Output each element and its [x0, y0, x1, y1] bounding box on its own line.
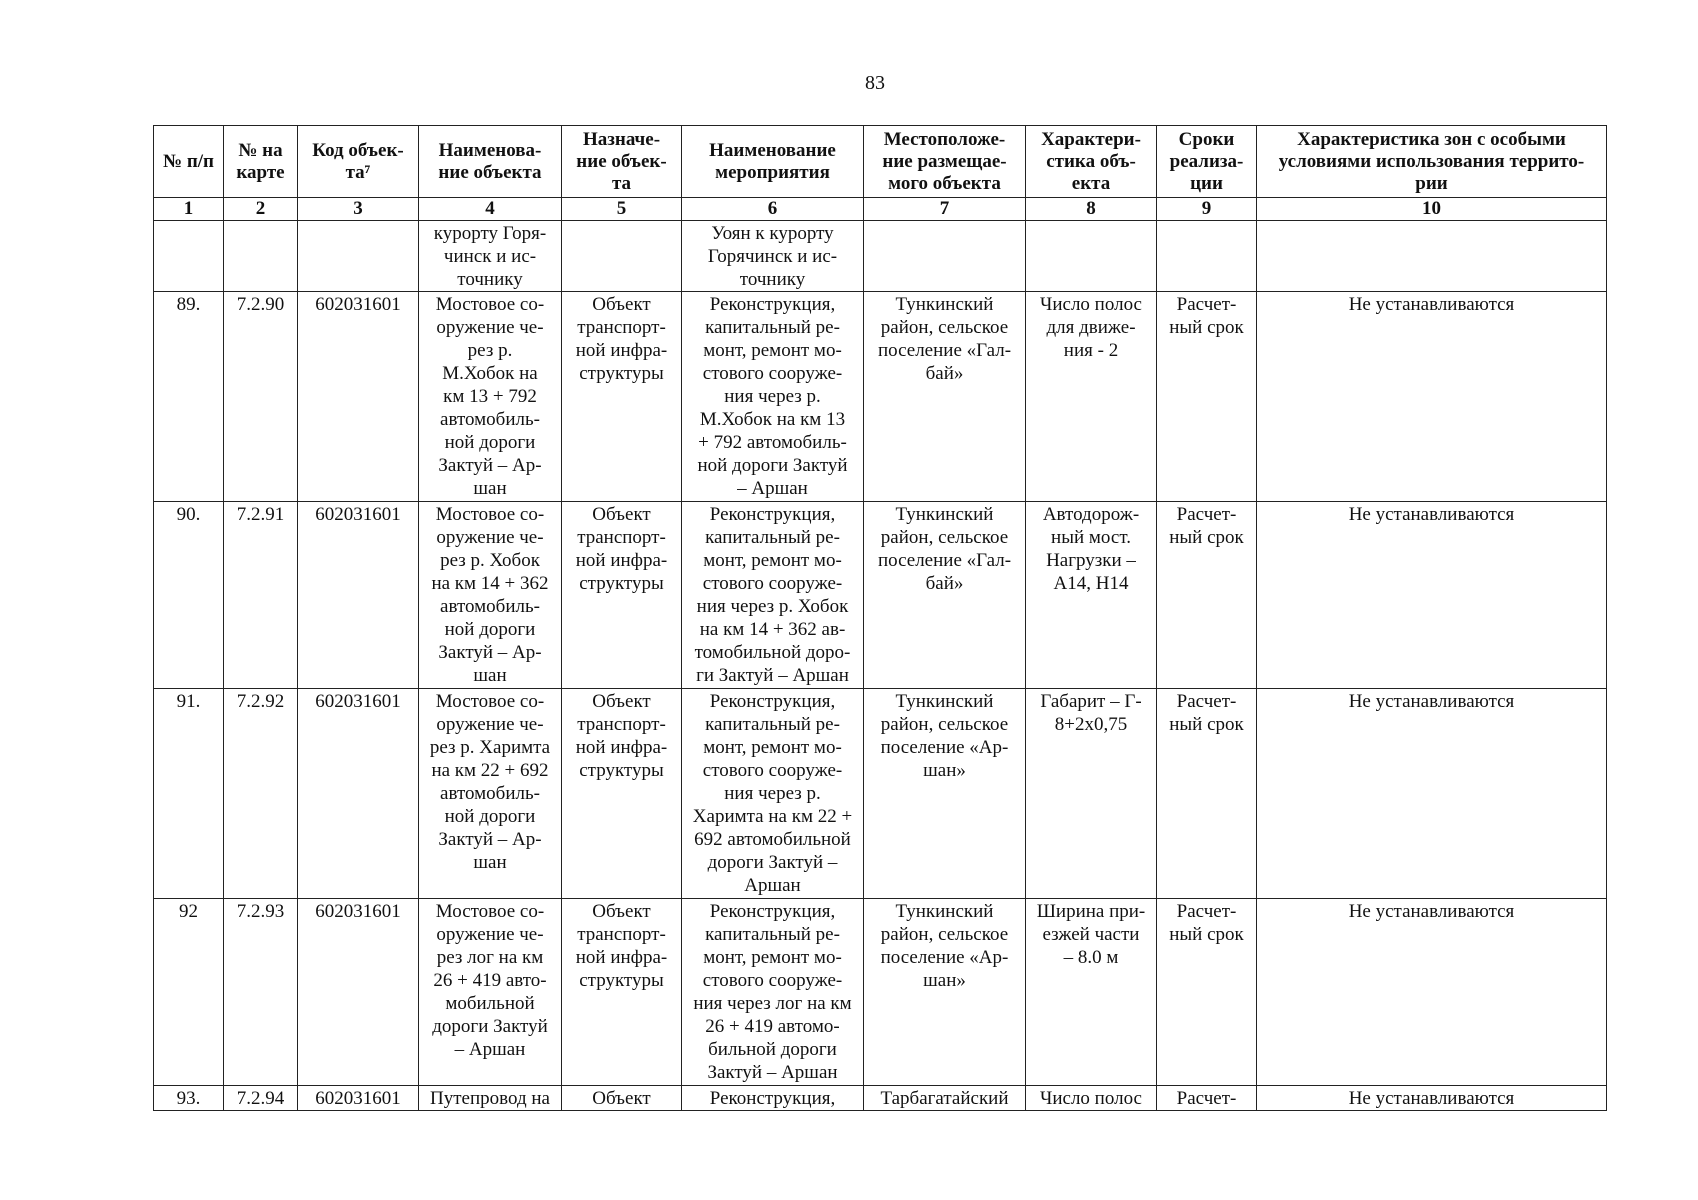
objects-table: [153, 125, 1607, 1111]
cell-map-number: 7.2.94: [224, 1086, 298, 1111]
cell-object-location: Тарбагатайский: [864, 1086, 1026, 1111]
header-object-characteristic: Характери- стика объ- екта: [1026, 126, 1157, 198]
table-row: [154, 221, 1607, 292]
column-number: 1: [154, 198, 224, 221]
cell-row-number: 92: [154, 899, 224, 1086]
cell-object-purpose: Объект транспорт- ной инфра- структуры: [562, 292, 682, 502]
cell-object-characteristic: Число полос: [1026, 1086, 1157, 1111]
cell-row-number: 89.: [154, 292, 224, 502]
header-implementation-period: Сроки реализа- ции: [1157, 126, 1257, 198]
cell-object-characteristic: Автодорож- ный мост. Нагрузки – А14, Н14: [1026, 502, 1157, 689]
cell-object-name: Мостовое со- оружение че- рез р. Хобок на км 14 + 362 автомобиль- ной дороги Зактуй – Ар- шан: [419, 502, 562, 689]
cell-map-number: 7.2.91: [224, 502, 298, 689]
cell-implementation-period: [1157, 221, 1257, 292]
cell-object-characteristic: Габарит – Г- 8+2x0,75: [1026, 689, 1157, 899]
header-object-code: Код объек- та⁷: [298, 126, 419, 198]
table-row: [154, 502, 1607, 689]
cell-object-code: 602031601: [298, 689, 419, 899]
cell-special-zones: Не устанавливаются: [1257, 689, 1607, 899]
cell-object-name: Мостовое со- оружение че- рез р. Харимта на км 22 + 692 автомобиль- ной дороги Зактуй – Ар- шан: [419, 689, 562, 899]
cell-measure-name: Реконструкция, капитальный ре- монт, ремонт мо- стового сооруже- ния через р. Хобок на км 14 + 362 ав- томобильной доро- ги Зактуй – Аршан: [682, 502, 864, 689]
cell-object-purpose: Объект: [562, 1086, 682, 1111]
header-object-name: Наименова- ние объекта: [419, 126, 562, 198]
cell-object-name: курорту Горя- чинск и ис- точнику: [419, 221, 562, 292]
header-measure-name: Наименование мероприятия: [682, 126, 864, 198]
cell-object-location: Тункинский район, сельское поселение «Ар- шан»: [864, 899, 1026, 1086]
cell-special-zones: Не устанавливаются: [1257, 292, 1607, 502]
column-number: 5: [562, 198, 682, 221]
cell-measure-name: Реконструкция, капитальный ре- монт, ремонт мо- стового сооруже- ния через р. М.Хобок на км 13 + 792 автомобиль- ной дороги Зактуй – Аршан: [682, 292, 864, 502]
cell-measure-name: Уоян к курорту Горячинск и ис- точнику: [682, 221, 864, 292]
table-header-row: [154, 126, 1607, 198]
cell-implementation-period: Расчет- ный срок: [1157, 502, 1257, 689]
column-number-row: [154, 198, 1607, 221]
cell-map-number: 7.2.90: [224, 292, 298, 502]
column-number: 10: [1257, 198, 1607, 221]
table-row: [154, 1086, 1607, 1111]
cell-object-location: Тункинский район, сельское поселение «Гал- бай»: [864, 502, 1026, 689]
cell-row-number: [154, 221, 224, 292]
cell-object-name: Мостовое со- оружение че- рез лог на км 26 + 419 авто- мобильной дороги Зактуй – Аршан: [419, 899, 562, 1086]
header-row-number: № п/п: [154, 126, 224, 198]
cell-object-code: [298, 221, 419, 292]
cell-object-characteristic: Ширина при- езжей части – 8.0 м: [1026, 899, 1157, 1086]
cell-special-zones: [1257, 221, 1607, 292]
cell-map-number: [224, 221, 298, 292]
header-object-purpose: Назначе- ние объек- та: [562, 126, 682, 198]
table-row: [154, 292, 1607, 502]
table-body: [154, 221, 1607, 1111]
cell-object-code: 602031601: [298, 502, 419, 689]
cell-object-code: 602031601: [298, 899, 419, 1086]
cell-row-number: 93.: [154, 1086, 224, 1111]
cell-implementation-period: Расчет- ный срок: [1157, 292, 1257, 502]
column-number: 4: [419, 198, 562, 221]
cell-object-purpose: Объект транспорт- ной инфра- структуры: [562, 899, 682, 1086]
cell-special-zones: Не устанавливаются: [1257, 1086, 1607, 1111]
header-special-zones: Характеристика зон с особыми условиями использования террито- рии: [1257, 126, 1607, 198]
cell-object-characteristic: Число полос для движе- ния - 2: [1026, 292, 1157, 502]
cell-object-purpose: Объект транспорт- ной инфра- структуры: [562, 502, 682, 689]
table-row: [154, 899, 1607, 1086]
column-number: 7: [864, 198, 1026, 221]
cell-object-characteristic: [1026, 221, 1157, 292]
cell-measure-name: Реконструкция, капитальный ре- монт, ремонт мо- стового сооруже- ния через р. Харимта на км 22 + 692 автомобильной дороги Зактуй – Аршан: [682, 689, 864, 899]
cell-map-number: 7.2.93: [224, 899, 298, 1086]
cell-implementation-period: Расчет-: [1157, 1086, 1257, 1111]
header-object-location: Местоположе- ние размещае- мого объекта: [864, 126, 1026, 198]
cell-object-purpose: [562, 221, 682, 292]
column-number: 9: [1157, 198, 1257, 221]
cell-special-zones: Не устанавливаются: [1257, 899, 1607, 1086]
table-row: [154, 689, 1607, 899]
cell-measure-name: Реконструкция, капитальный ре- монт, ремонт мо- стового сооруже- ния через лог на км 26 + 419 автомо- бильной дороги Зактуй – Аршан: [682, 899, 864, 1086]
cell-row-number: 91.: [154, 689, 224, 899]
cell-object-code: 602031601: [298, 292, 419, 502]
cell-implementation-period: Расчет- ный срок: [1157, 899, 1257, 1086]
cell-object-purpose: Объект транспорт- ной инфра- структуры: [562, 689, 682, 899]
cell-object-location: [864, 221, 1026, 292]
cell-object-name: Путепровод на: [419, 1086, 562, 1111]
column-number: 8: [1026, 198, 1157, 221]
cell-special-zones: Не устанавливаются: [1257, 502, 1607, 689]
column-number: 2: [224, 198, 298, 221]
header-map-number: № на карте: [224, 126, 298, 198]
cell-implementation-period: Расчет- ный срок: [1157, 689, 1257, 899]
cell-map-number: 7.2.92: [224, 689, 298, 899]
column-number: 6: [682, 198, 864, 221]
cell-measure-name: Реконструкция,: [682, 1086, 864, 1111]
cell-object-name: Мостовое со- оружение че- рез р. М.Хобок на км 13 + 792 автомобиль- ной дороги Зактуй – Ар- шан: [419, 292, 562, 502]
cell-object-location: Тункинский район, сельское поселение «Гал- бай»: [864, 292, 1026, 502]
cell-object-location: Тункинский район, сельское поселение «Ар- шан»: [864, 689, 1026, 899]
cell-object-code: 602031601: [298, 1086, 419, 1111]
column-number: 3: [298, 198, 419, 221]
cell-row-number: 90.: [154, 502, 224, 689]
page-number: 83: [865, 72, 885, 94]
